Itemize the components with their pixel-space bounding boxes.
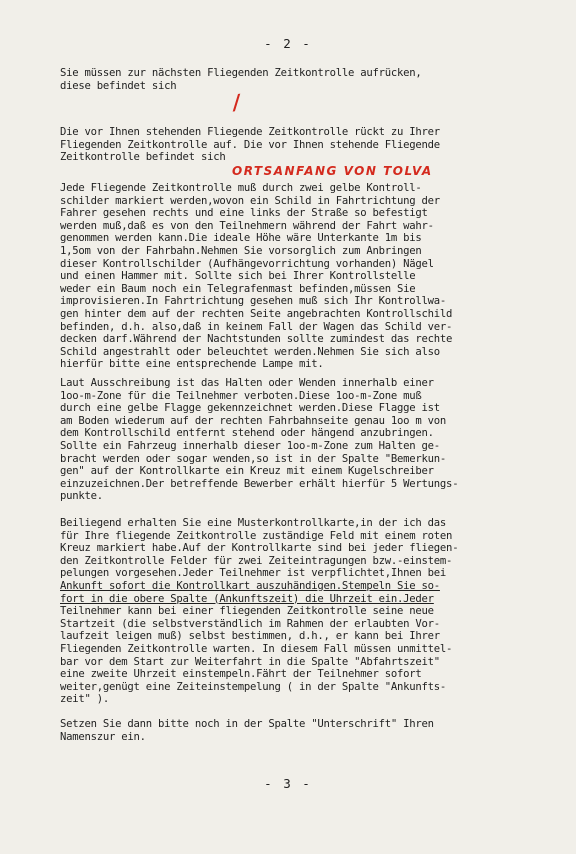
text-line: dem Kontrollschild entfernt stehend oder hängend anzubringen. (60, 427, 434, 440)
text-line: diese befindet sich (60, 79, 177, 92)
text-line: werden muß,daß es von den Teilnehmern während der Fahrt wahr- (60, 219, 434, 232)
text-line: fort in die obere Spalte (Ankunftszeit) die Uhrzeit ein.Jeder (60, 592, 434, 605)
paragraph-aufruecken-zwei (60, 126, 528, 164)
text-line: am Boden wiederum auf der rechten Fahrbahnseite genau 1oo m von (60, 414, 447, 427)
text-line: Sie müssen zur nächsten Fliegenden Zeitkontrolle aufrücken, (60, 67, 422, 79)
text-line: für Ihre fliegende Zeitkontrolle zuständige Feld mit einem roten (60, 529, 453, 542)
text-line: Laut Ausschreibung ist das Halten oder Wenden innerhalb einer (60, 377, 434, 389)
text-line: Beiliegend erhalten Sie eine Musterkontrollkarte,in der ich das (60, 517, 447, 529)
text-line: genommen werden kann.Die ideale Höhe wäre Unterkante 1m bis (60, 232, 422, 245)
text-line: Kreuz markiert habe.Auf der Kontrollkarte sind bei jeder fliegen- (60, 542, 459, 555)
text-line: Teilnehmer kann bei einer fliegenden Zeitkontrolle seine neue (60, 605, 434, 618)
text-line: Startzeit (die selbstverständlich im Rahmen der erlaubten Vor- (60, 617, 440, 630)
paragraph-unterschrift (60, 718, 528, 743)
page-number-bottom: - 3 - (264, 776, 312, 791)
paragraph-musterkontrollkarte (60, 517, 528, 706)
text-line: hierfür bitte eine entsprechende Lampe mit. (60, 358, 324, 371)
text-line: Fahrer gesehen rechts und eine links der Straße so befestigt (60, 207, 428, 220)
text-line: Namenszur ein. (60, 730, 146, 743)
text-line: gen hinter dem auf der rechten Seite angebrachten Kontrollschild (60, 307, 453, 320)
text-line: dieser Kontrollschilder (Aufhängevorrichtung vorhanden) Nägel (60, 257, 434, 270)
text-line: und einen Hammer mit. Sollte sich bei Ihrer Kontrollstelle (60, 270, 416, 283)
text-line: decken darf.Während der Nachtstunden sollte zumindest das rechte (60, 333, 453, 346)
paragraph-aufruecken (60, 67, 528, 92)
text-line: Fliegenden Zeitkontrolle warten. In diesem Fall müssen unmittel- (60, 642, 453, 655)
text-line: bar vor dem Start zur Weiterfahrt in die Spalte "Abfahrtszeit" (60, 655, 440, 668)
text-line: Ankunft sofort die Kontrollkart auszuhändigen.Stempeln Sie so- (60, 579, 440, 592)
text-line: Fliegenden Zeitkontrolle auf. Die vor Ihnen stehende Fliegende (60, 138, 440, 151)
text-line: gen" auf der Kontrollkarte ein Kreuz mit einem Kugelschreiber (60, 465, 434, 478)
text-line: Sollte ein Fahrzeug innerhalb dieser 1oo-m-Zone zum Halten ge- (60, 439, 440, 452)
red-dash-mark: / (230, 89, 243, 115)
paragraph-100m-zone (60, 377, 528, 503)
text-line: durch eine gelbe Flagge gekennzeichnet werden.Diese Flagge ist (60, 402, 440, 415)
handwritten-location-note: ORTSANFANG VON TOLVA (232, 164, 433, 178)
text-line: den Zeitkontrolle Felder für zwei Zeiteintragungen bzw.-einstem- (60, 554, 453, 567)
text-line: weder ein Baum noch ein Telegrafenmast befinden,müssen Sie (60, 282, 416, 295)
text-line: weiter,genügt eine Zeiteinstempelung ( in der Spalte "Ankunfts- (60, 680, 447, 693)
paragraph-kontrollschilder (60, 182, 528, 371)
text-line: punkte. (60, 490, 103, 503)
text-line: improvisieren.In Fahrtrichtung gesehen muß sich Ihr Kontrollwa- (60, 295, 447, 308)
text-line: pelungen vorgesehen.Jeder Teilnehmer ist verpflichtet,Ihnen bei (60, 567, 447, 580)
text-line: Die vor Ihnen stehenden Fliegende Zeitkontrolle rückt zu Ihrer (60, 126, 440, 138)
text-line: Setzen Sie dann bitte noch in der Spalte "Unterschrift" Ihren (60, 718, 434, 730)
text-line: einzuzeichnen.Der betreffende Bewerber erhält hierfür 5 Wertungs- (60, 477, 459, 490)
text-line: Schild angestrahlt oder beleuchtet werden.Nehmen Sie sich also (60, 345, 440, 358)
text-line: laufzeit leigen muß) selbst bestimmen, d.h., er kann bei Ihrer (60, 630, 440, 643)
text-line: befinden, d.h. also,daß in keinem Fall der Wagen das Schild ver- (60, 320, 453, 333)
text-line: eine zweite Uhrzeit einstempeln.Fährt der Teilnehmer sofort (60, 668, 422, 681)
text-line: 1oo-m-Zone für die Teilnehmer verboten.Diese 1oo-m-Zone muß (60, 389, 422, 402)
text-line: schilder markiert werden,wovon ein Schild in Fahrtrichtung der (60, 194, 440, 207)
text-line: zeit" ). (60, 693, 110, 706)
page-number-top: - 2 - (264, 36, 312, 51)
text-line: bracht werden oder sogar wenden,so ist in der Spalte "Bemerkun- (60, 452, 447, 465)
text-line: Zeitkontrolle befindet sich (60, 151, 226, 164)
text-line: Jede Fliegende Zeitkontrolle muß durch zwei gelbe Kontroll- (60, 182, 422, 194)
text-line: 1,5om von der Fahrbahn.Nehmen Sie vorsorglich zum Anbringen (60, 244, 422, 257)
